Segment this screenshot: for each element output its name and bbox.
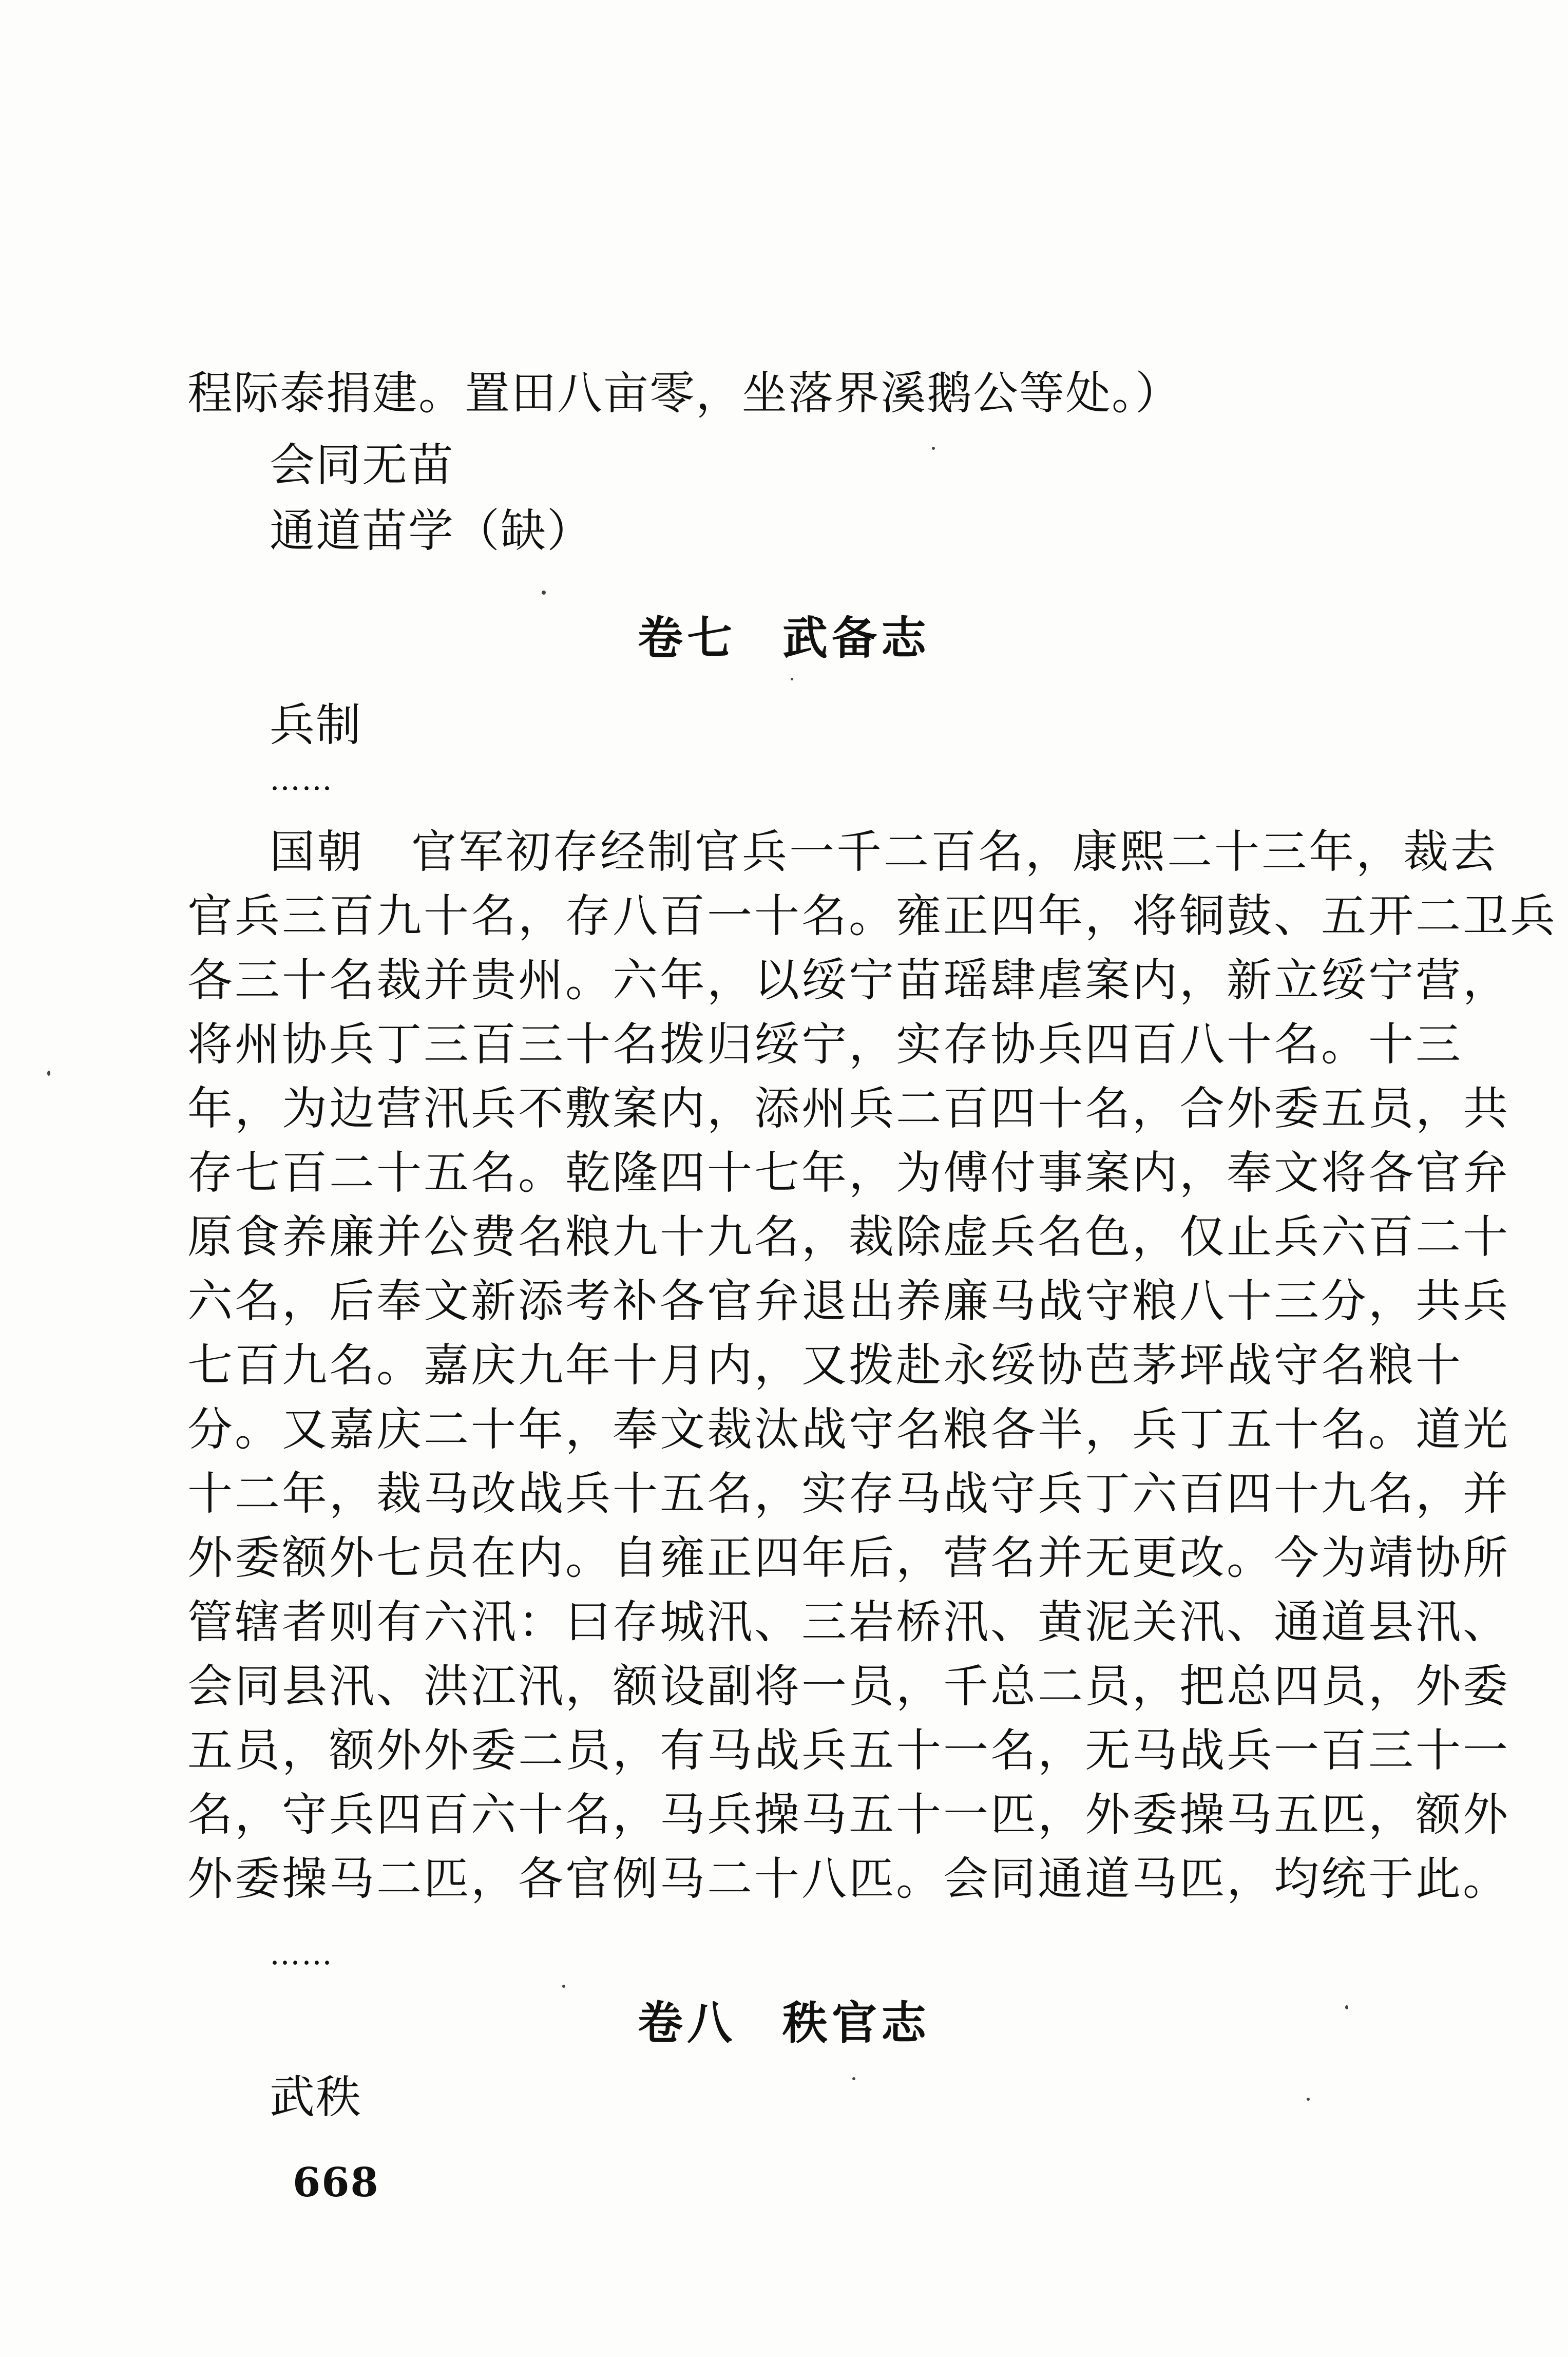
paragraph-line: 外委操马二匹，各官例马二十八匹。会同通道马匹，均统于此。	[187, 1852, 1510, 1905]
ellipsis-bottom: ……	[270, 1936, 333, 1972]
scan-speck	[1345, 2005, 1348, 2009]
paragraph-line: 五员，额外外委二员，有马战兵五十一名，无马战兵一百三十一	[187, 1724, 1510, 1777]
scan-speck	[542, 591, 546, 595]
paragraph-line: 存七百二十五名。乾隆四十七年，为傅付事案内，奉文将各官弁	[187, 1146, 1510, 1199]
paragraph-line: 官兵三百九十名，存八百一十名。雍正四年，将铜鼓、五开二卫兵	[187, 889, 1558, 942]
section-heading-seven	[0, 611, 1568, 664]
item-huitong: 会同无苗	[270, 439, 455, 491]
scan-speck	[1307, 2098, 1310, 2101]
paragraph-line: 分。又嘉庆二十年，奉文裁汰战守名粮各半，兵丁五十名。道光	[187, 1403, 1510, 1456]
subheading-wuzhi: 武秩	[270, 2070, 362, 2123]
paragraph-line: 各三十名裁并贵州。六年，以绥宁苗瑶肆虐案内，新立绥宁营，	[187, 954, 1510, 1006]
scan-speck	[852, 2077, 855, 2080]
scan-speck	[791, 678, 793, 680]
item-tongdao: 通道苗学（缺）	[270, 504, 594, 557]
paragraph-line: 六名，后奉文新添考补各官弁退出养廉马战守粮八十三分，共兵	[187, 1275, 1510, 1327]
section-eight-title: 秩官志	[782, 1996, 931, 2049]
paragraph-line: 年，为边营汛兵不敷案内，添州兵二百四十名，合外委五员，共	[187, 1082, 1510, 1135]
paragraph-line: 七百九名。嘉庆九年十月内，又拨赴永绥协芭茅坪战守名粮十	[187, 1339, 1463, 1392]
page-number: 668	[293, 2159, 379, 2206]
paragraph-line: 名，守兵四百六十名，马兵操马五十一匹，外委操马五匹，额外	[187, 1788, 1510, 1841]
subheading-bingzhi: 兵制	[270, 698, 362, 751]
paragraph-line: 国朝 官军初存经制官兵一千二百名，康熙二十三年，裁去	[270, 825, 1498, 878]
section-heading-eight	[0, 1996, 1568, 2049]
paragraph-line: 将州协兵丁三百三十名拨归绥宁，实存协兵四百八十名。十三	[187, 1018, 1463, 1071]
paragraph-line: 外委额外七员在内。自雍正四年后，营名并无更改。今为靖协所	[187, 1531, 1510, 1584]
paragraph-line: 原食养廉并公费名粮九十九名，裁除虚兵名色，仅止兵六百二十	[187, 1210, 1510, 1263]
scan-speck	[932, 447, 935, 450]
section-eight-juan: 卷八	[637, 1996, 736, 2049]
scan-speck	[562, 1985, 565, 1988]
paragraph-line: 十二年，裁马改战兵十五名，实存马战守兵丁六百四十九名，并	[187, 1467, 1510, 1520]
paragraph-line: 管辖者则有六汛：曰存城汛、三岩桥汛、黄泥关汛、通道县汛、	[187, 1595, 1510, 1648]
opening-line: 程际泰捐建。置田八亩零，坐落界溪鹅公等处。）	[187, 367, 1182, 420]
scan-speck	[47, 1071, 50, 1076]
section-seven-title: 武备志	[782, 611, 931, 664]
section-seven-juan: 卷七	[637, 611, 736, 664]
ellipsis-top: ……	[270, 762, 333, 797]
paragraph-line: 会同县汛、洪江汛，额设副将一员，千总二员，把总四员，外委	[187, 1660, 1510, 1713]
